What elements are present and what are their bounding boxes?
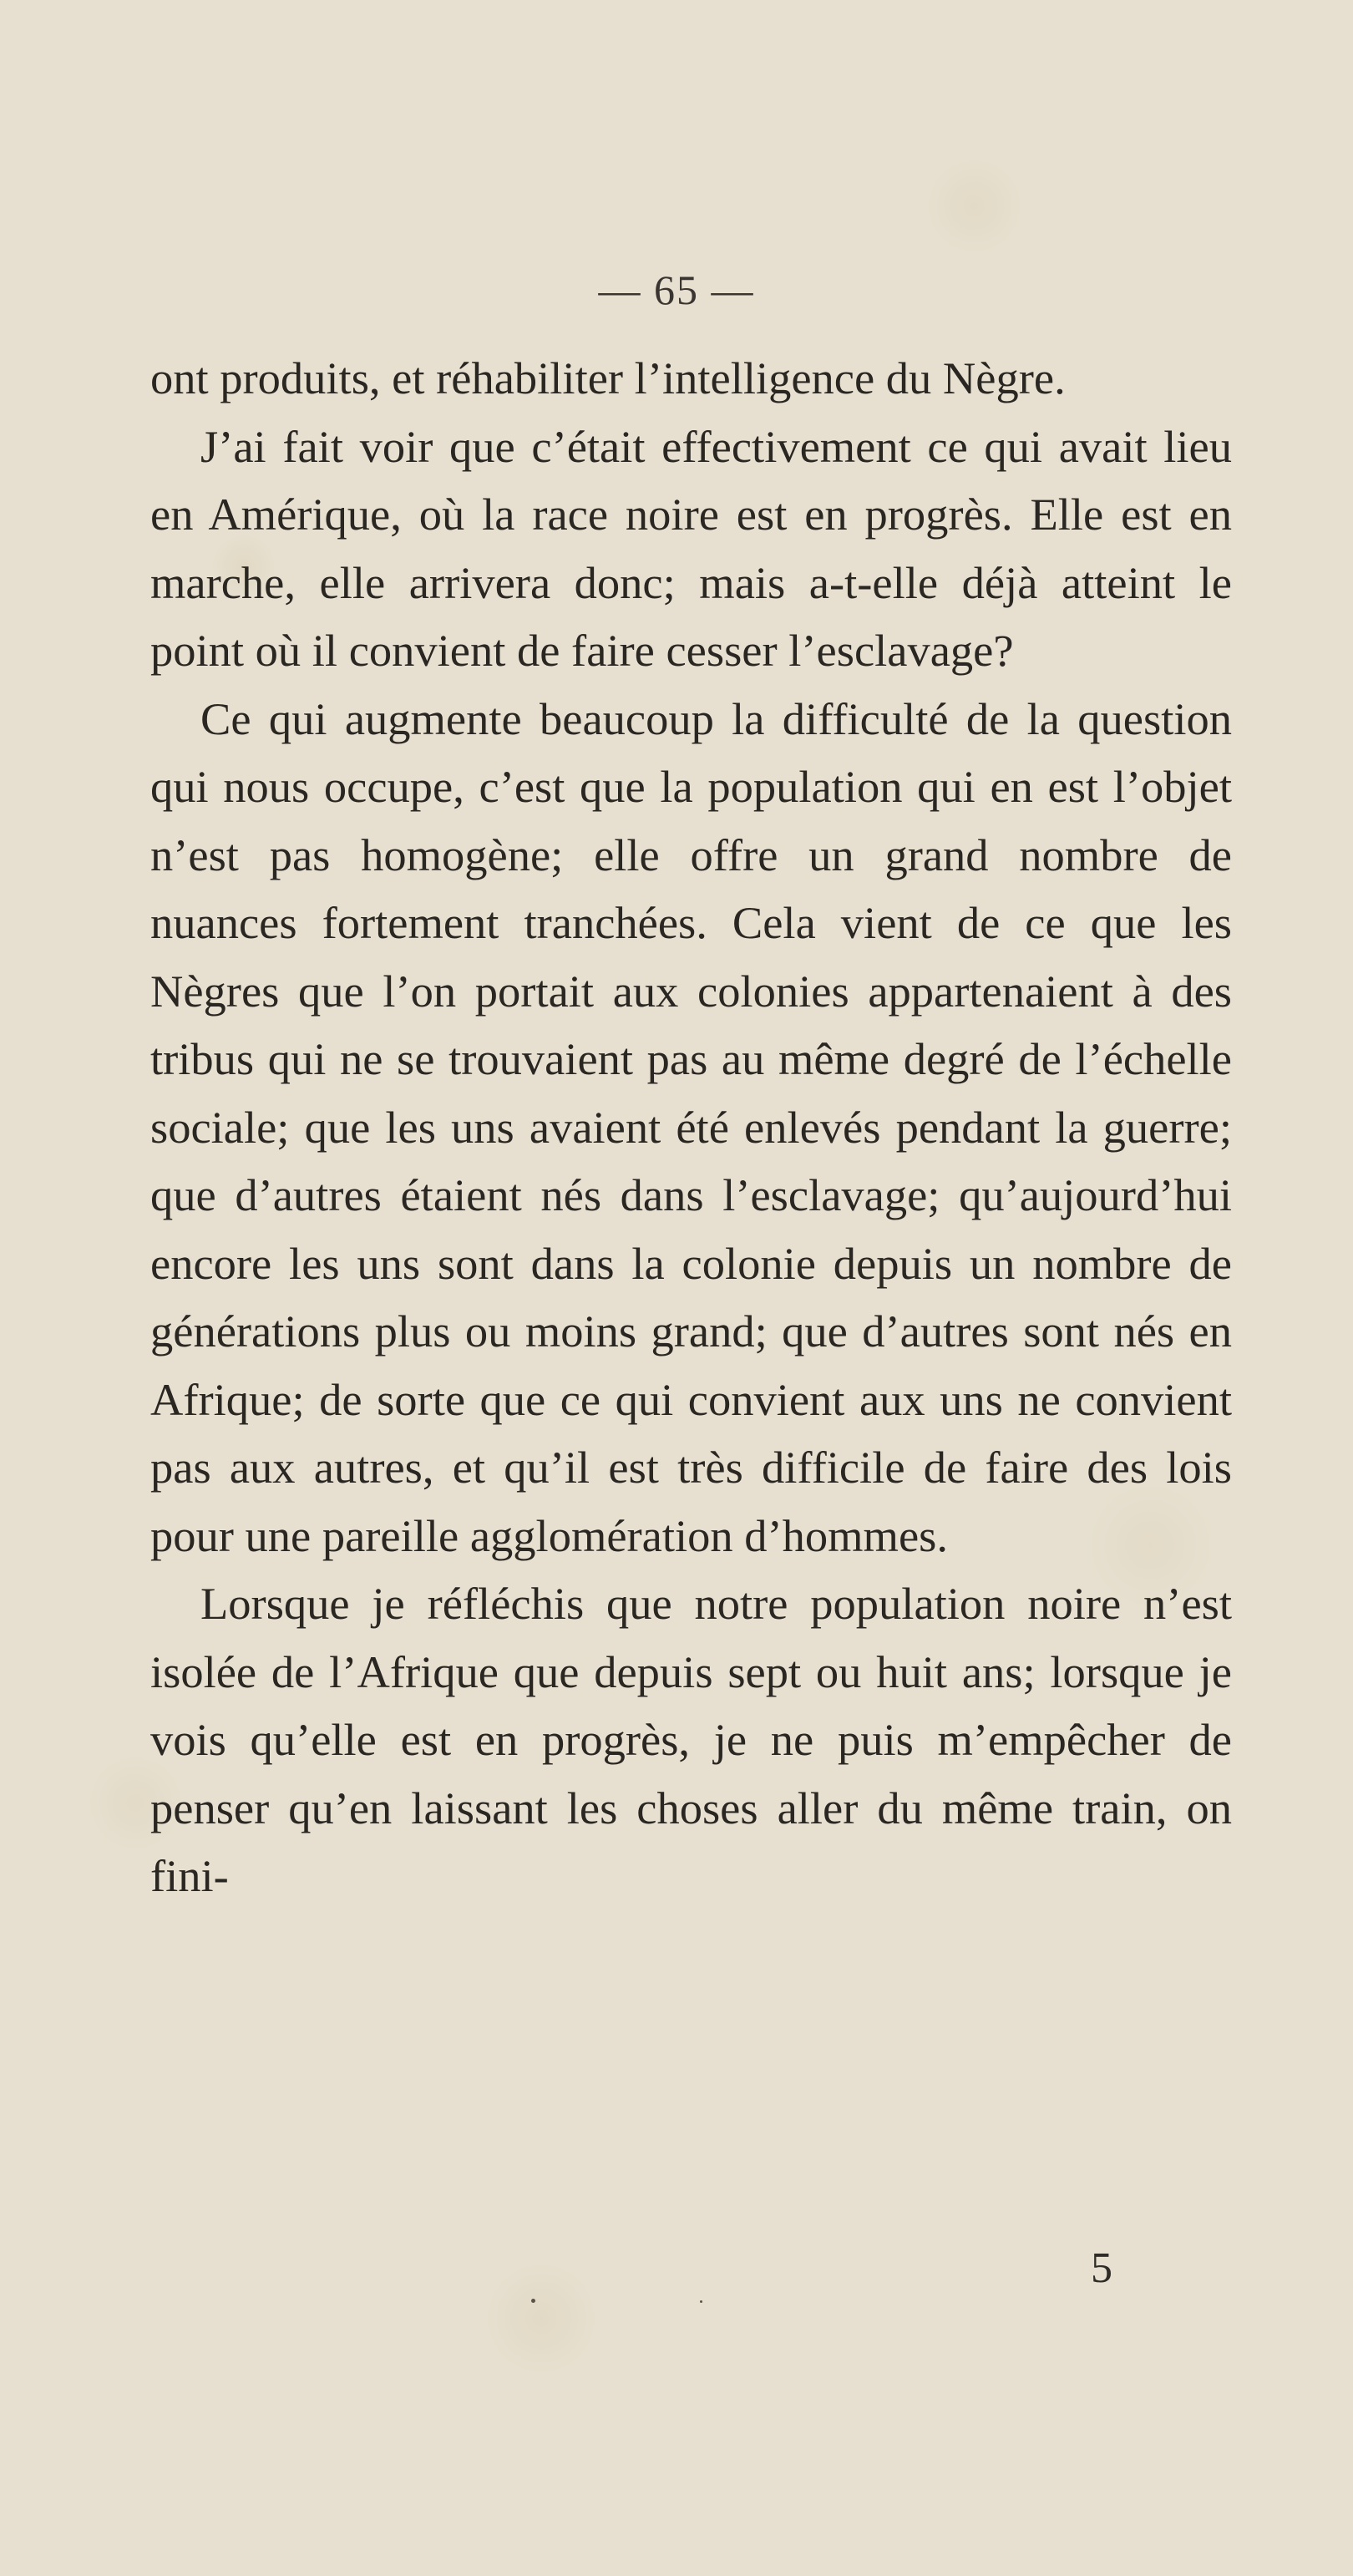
paragraph-2: J’ai fait voir que c’était effectivement ce qui avait lieu en Amérique, où la race noire est en progrès. Elle est en marche, elle arrivera donc; mais a-t-elle déjà atteint le point où il convient de faire cesser l’esclavage? — [150, 420, 1232, 676]
body-text — [150, 344, 1232, 1910]
paragraph-4: Lorsque je réfléchis que notre population noire n’est isolée de l’Afrique que depuis sept ou huit ans; lorsque je vois qu’elle est en progrès, je ne puis m’empêcher de penser qu’en laissant les choses aller du même train, on fini- — [150, 1578, 1232, 1901]
page-number: — 65 — — [598, 266, 755, 313]
paragraph-1: ont produits, et réhabiliter l’intelligence du Nègre. — [150, 352, 1066, 403]
ink-speck — [700, 2300, 702, 2303]
signature-mark: 5 — [1091, 2244, 1112, 2292]
ink-speck — [531, 2299, 535, 2303]
paragraph-3: Ce qui augmente beaucoup la difficulté de la question qui nous occupe, c’est que la population qui en est l’objet n’est pas homogène; elle offre un grand nombre de nuances fortement tranchées. Cela vient de ce que les Nègres que l’on portait aux colonies appartenaient à des tribus qui ne se trouvaient pas au même degré de l’échelle sociale; que les uns avaient été enlevés pendant la guerre; que d’autres étaient nés dans l’esclavage; qu’aujourd’hui encore les uns sont dans la colonie depuis un nombre de générations plus ou moins grand; que d’autres sont nés en Afrique; de sorte que ce qui convient aux uns ne convient pas aux autres, et qu’il est très difficile de faire des lois pour une pareille agglomération d’hommes. — [150, 692, 1232, 1561]
